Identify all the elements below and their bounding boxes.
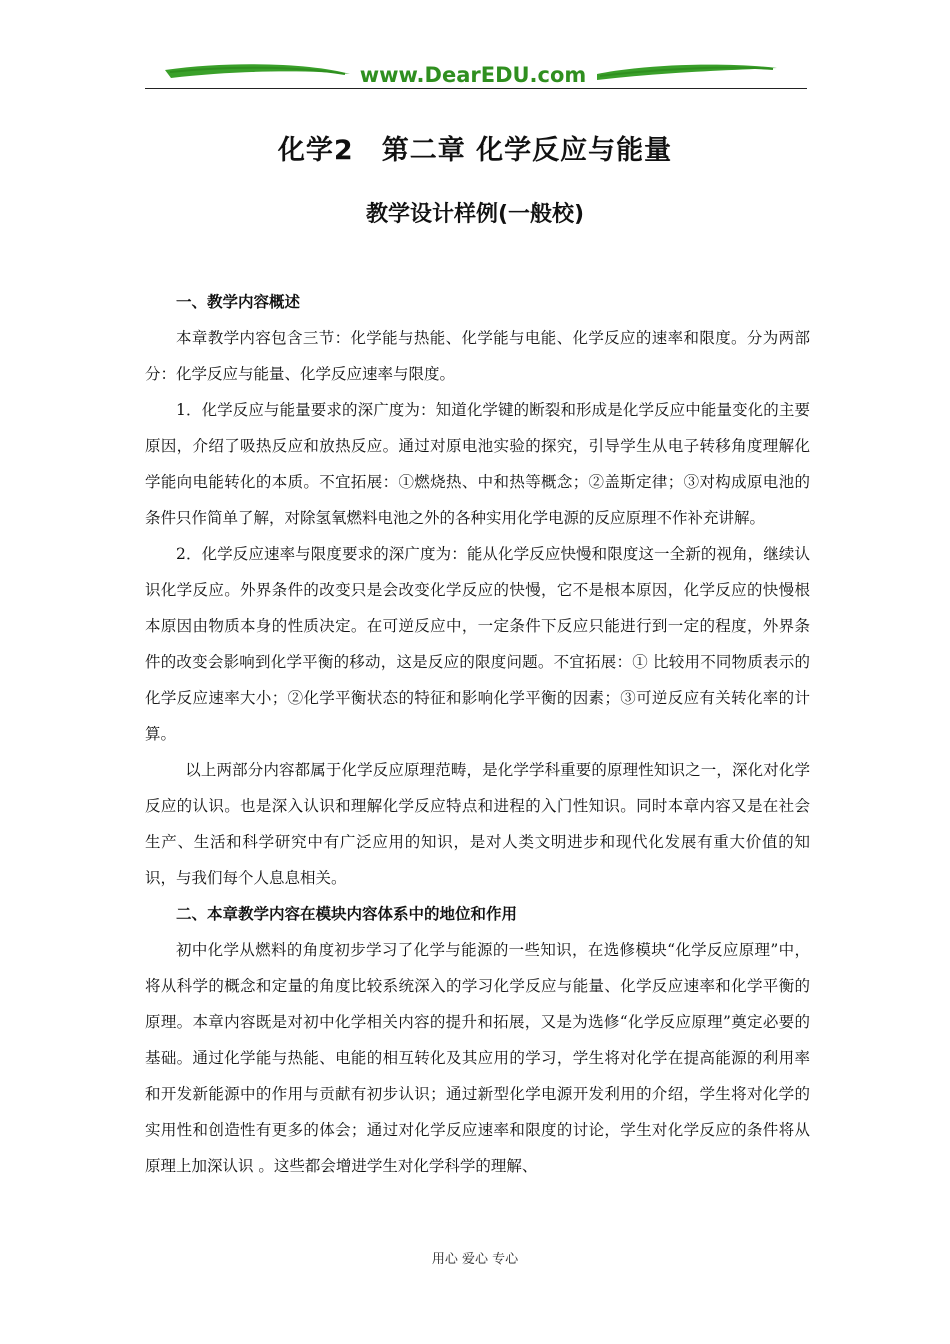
section-heading-position: 二、本章教学内容在模块内容体系中的地位和作用 [176,905,518,923]
swoosh-logo-icon [145,58,807,90]
paragraph: 1．化学反应与能量要求的深广度为：知道化学键的断裂和形成是化学反应中能量变化的主要原因，介绍了吸热反应和放热反应。通过对原电池实验的探究，引导学生从电子转移角度理解化学能向电能转化的本质。不宜拓展：①燃烧热、中和热等概念；②盖斯定律；③对构成原电池的条件只作简单了解，对除氢氧燃料电池之外的各种实用化学电源的反应原理不作补充讲解。 [145,401,810,527]
header-divider [145,88,807,89]
page-subtitle: 教学设计样例(一般校) [365,202,585,227]
paragraph: 本章教学内容包含三节：化学能与热能、化学能与电能、化学反应的速率和限度。分为两部分：化学反应与能量、化学反应速率与限度。 [145,329,810,383]
document-body [145,284,810,1184]
section-heading-overview: 一、教学内容概述 [176,293,301,311]
paragraph: 以上两部分内容都属于化学反应原理范畴，是化学学科重要的原理性知识之一，深化对化学反应的认识。也是深入认识和理解化学反应特点和进程的入门性知识。同时本章内容又是在社会生产、生活和科学研究中有广泛应用的知识，是对人类文明进步和现代化发展有重大价值的知识，与我们每个人息息相关。 [145,761,810,887]
paragraph: 初中化学从燃料的角度初步学习了化学与能源的一些知识，在选修模块“化学反应原理”中，将从科学的概念和定量的角度比较系统深入的学习化学反应与能量、化学反应速率和化学平衡的原理。本章内容既是对初中化学相关内容的提升和拓展，又是为选修“化学反应原理”奠定必要的基础。通过化学能与热能、电能的相互转化及其应用的学习，学生将对化学在提高能源的利用率和开发新能源中的作用与贡献有初步认识；通过新型化学电源开发利用的介绍，学生将对化学的实用性和创造性有更多的体会；通过对化学反应速率和限度的讨论，学生对化学反应的条件将从原理上加深认识 。这些都会增进学生对化学科学的理解、 [145,941,810,1175]
site-logo-text: www.DearEDU.com [359,63,587,87]
page-footer: 用心 爱心 专心 [431,1252,519,1267]
paragraph: 2．化学反应速率与限度要求的深广度为：能从化学反应快慢和限度这一全新的视角，继续认识化学反应。外界条件的改变只是会改变化学反应的快慢，它不是根本原因，化学反应的快慢根本原因由物质本身的性质决定。在可逆反应中，一定条件下反应只能进行到一定的程度，外界条件的改变会影响到化学平衡的移动，这是反应的限度问题。不宜拓展：① 比较用不同物质表示的化学反应速率大小；②化学平衡状态的特征和影响化学平衡的因素；③可逆反应有关转化率的计算。 [145,545,810,743]
site-header-banner [145,58,807,90]
page-title: 化学2 第二章 化学反应与能量 [277,135,673,166]
